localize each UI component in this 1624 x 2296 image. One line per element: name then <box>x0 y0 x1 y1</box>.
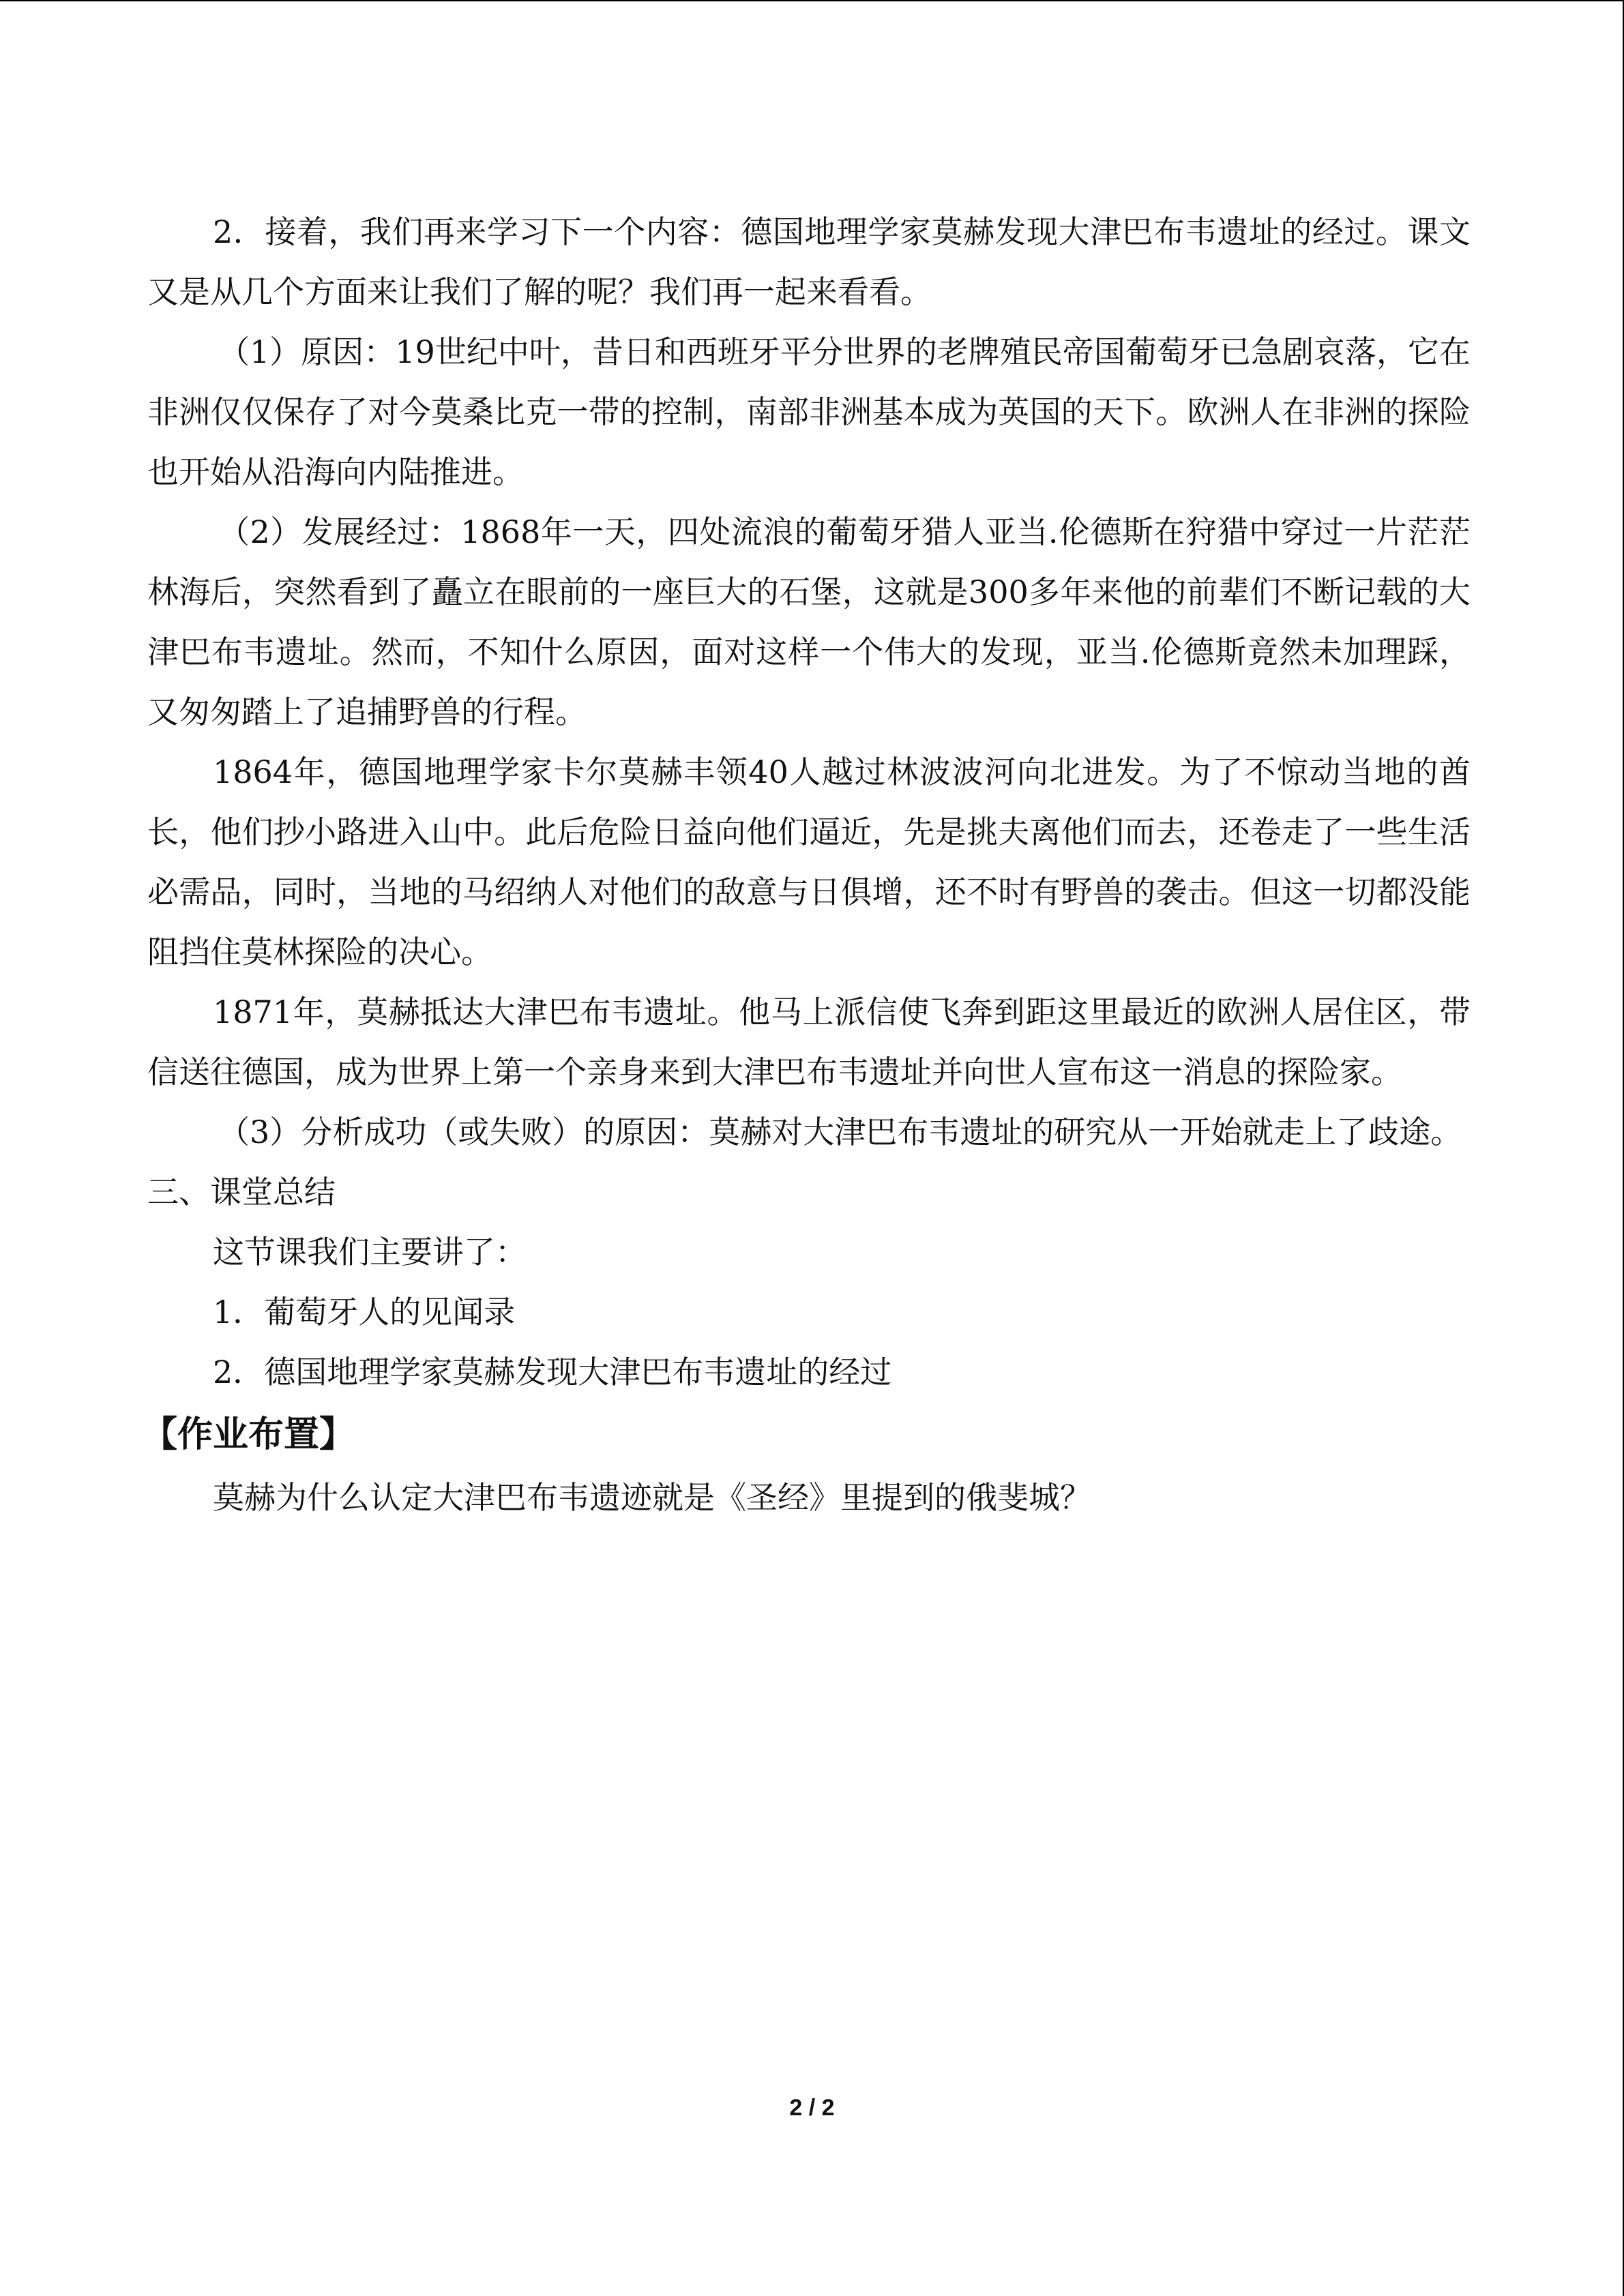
summary-item: 2．德国地理学家莫赫发现大津巴布韦遗址的经过 <box>213 1354 892 1390</box>
paragraph-expedition-1864: 1864年，德国地理学家卡尔莫赫丰领40人越过林波波河向北进发。为了不惊动当地的酋长，他们抄小路进入山中。此后危险日益向他们逼近，先是挑夫离他们而去，还卷走了一些生活必需品，同时，当地的马绍纳人对他们的敌意与日俱增，还不时有野兽的袭击。但这一切都没能阻挡住莫林探险的决心。 <box>147 754 1471 970</box>
document-body <box>142 202 1471 1527</box>
summary-item: 1．葡萄牙人的见闻录 <box>213 1294 516 1330</box>
summary-intro: 这节课我们主要讲了： <box>213 1234 527 1270</box>
page-number: 2 / 2 <box>789 2095 835 2121</box>
paragraph-arrival-1871: 1871年，莫赫抵达大津巴布韦遗址。他马上派信使飞奔到距这里最近的欧洲人居住区，带信送往德国，成为世界上第一个亲身来到大津巴布韦遗址并向世人宣布这一消息的探险家。 <box>147 994 1471 1090</box>
paragraph-analysis: （3）分析成功（或失败）的原因：莫赫对大津巴布韦遗址的研究从一开始就走上了歧途。 <box>218 1114 1462 1150</box>
paragraph-cause: （1）原因：19世纪中叶，昔日和西班牙平分世界的老牌殖民帝国葡萄牙已急剧哀落，它在非洲仅仅保存了对今莫桑比克一带的控制，南部非洲基本成为英国的天下。欧洲人在非洲的探险也开始从沿海向内陆推进。 <box>147 333 1471 490</box>
paragraph-intro: 2．接着，我们再来学习下一个内容：德国地理学家莫赫发现大津巴布韦遗址的经过。课文又是从几个方面来让我们了解的呢？我们再一起来看看。 <box>147 213 1471 310</box>
paragraph-development: （2）发展经过：1868年一天，四处流浪的葡萄牙猎人亚当.伦德斯在狩猎中穿过一片茫茫林海后，突然看到了矗立在眼前的一座巨大的石堡，这就是300多年来他的前辈们不断记载的大津巴布韦遗址。然而，不知什么原因，面对这样一个伟大的发现，亚当.伦德斯竟然未加理踩，又匆匆踏上了追捕野兽的行程。 <box>147 513 1471 730</box>
homework-question: 莫赫为什么认定大津巴布韦遗迹就是《圣经》里提到的俄斐城？ <box>213 1479 1091 1516</box>
section-heading-summary: 三、课堂总结 <box>147 1174 336 1210</box>
homework-heading: 【作业布置】 <box>142 1414 355 1455</box>
